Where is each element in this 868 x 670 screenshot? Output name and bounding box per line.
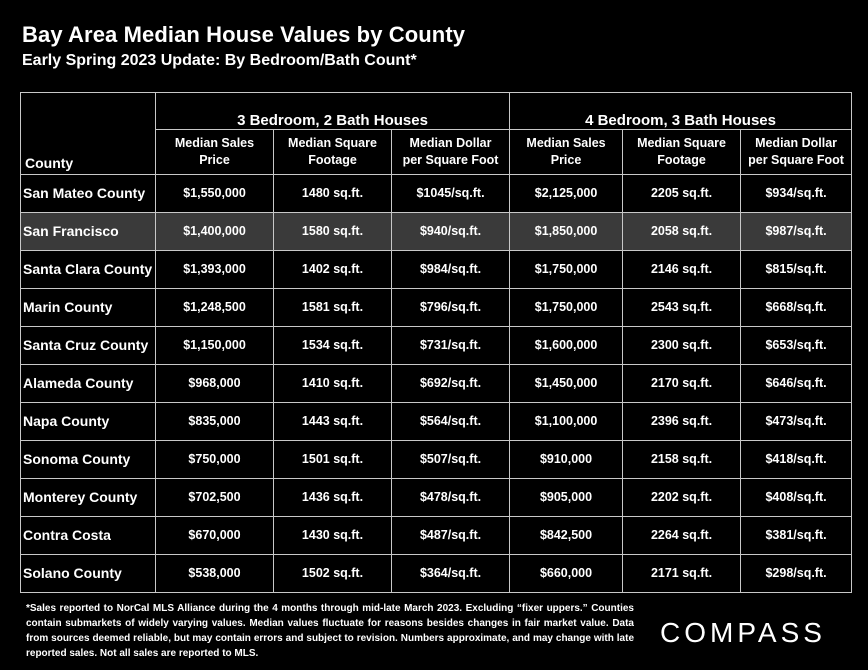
table-row xyxy=(21,288,852,326)
sqft-cell: 2205 sq.ft. xyxy=(623,174,741,212)
sqft-cell: 2264 sq.ft. xyxy=(623,516,741,554)
table-row xyxy=(21,326,852,364)
ppsf-cell: $507/sq.ft. xyxy=(392,440,510,478)
table-row xyxy=(21,516,852,554)
price-cell: $750,000 xyxy=(156,440,274,478)
county-cell: Monterey County xyxy=(21,478,156,516)
group-header-4bd: 4 Bedroom, 3 Bath Houses xyxy=(510,93,852,130)
ppsf-cell: $668/sq.ft. xyxy=(741,288,852,326)
sqft-cell: 1534 sq.ft. xyxy=(274,326,392,364)
column-header: Median Square Footage xyxy=(623,130,741,175)
county-cell: Santa Clara County xyxy=(21,250,156,288)
sqft-cell: 1480 sq.ft. xyxy=(274,174,392,212)
county-column-header: County xyxy=(21,130,156,175)
ppsf-cell: $1045/sq.ft. xyxy=(392,174,510,212)
ppsf-cell: $473/sq.ft. xyxy=(741,402,852,440)
ppsf-cell: $487/sq.ft. xyxy=(392,516,510,554)
price-cell: $660,000 xyxy=(510,554,623,592)
ppsf-cell: $731/sq.ft. xyxy=(392,326,510,364)
sqft-cell: 2543 sq.ft. xyxy=(623,288,741,326)
price-cell: $1,393,000 xyxy=(156,250,274,288)
price-cell: $1,248,500 xyxy=(156,288,274,326)
table-row xyxy=(21,250,852,288)
ppsf-cell: $940/sq.ft. xyxy=(392,212,510,250)
table-row xyxy=(21,554,852,592)
county-cell: Alameda County xyxy=(21,364,156,402)
sqft-cell: 2396 sq.ft. xyxy=(623,402,741,440)
sqft-cell: 1430 sq.ft. xyxy=(274,516,392,554)
county-cell: Napa County xyxy=(21,402,156,440)
ppsf-cell: $815/sq.ft. xyxy=(741,250,852,288)
table-corner xyxy=(21,93,156,130)
price-cell: $1,600,000 xyxy=(510,326,623,364)
ppsf-cell: $646/sq.ft. xyxy=(741,364,852,402)
price-cell: $2,125,000 xyxy=(510,174,623,212)
county-cell: Contra Costa xyxy=(21,516,156,554)
table-row xyxy=(21,174,852,212)
price-cell: $538,000 xyxy=(156,554,274,592)
price-cell: $842,500 xyxy=(510,516,623,554)
price-cell: $968,000 xyxy=(156,364,274,402)
column-header: Median Dollar per Square Foot xyxy=(741,130,852,175)
price-cell: $1,750,000 xyxy=(510,250,623,288)
column-header: Median Sales Price xyxy=(156,130,274,175)
sqft-cell: 1402 sq.ft. xyxy=(274,250,392,288)
price-cell: $910,000 xyxy=(510,440,623,478)
price-cell: $1,100,000 xyxy=(510,402,623,440)
price-cell: $702,500 xyxy=(156,478,274,516)
column-header: Median Dollar per Square Foot xyxy=(392,130,510,175)
table-row xyxy=(21,364,852,402)
ppsf-cell: $408/sq.ft. xyxy=(741,478,852,516)
sqft-cell: 2158 sq.ft. xyxy=(623,440,741,478)
county-cell: Sonoma County xyxy=(21,440,156,478)
ppsf-cell: $418/sq.ft. xyxy=(741,440,852,478)
sqft-cell: 1580 sq.ft. xyxy=(274,212,392,250)
price-cell: $670,000 xyxy=(156,516,274,554)
ppsf-cell: $984/sq.ft. xyxy=(392,250,510,288)
ppsf-cell: $364/sq.ft. xyxy=(392,554,510,592)
values-table xyxy=(20,92,852,593)
sqft-cell: 2300 sq.ft. xyxy=(623,326,741,364)
price-cell: $1,400,000 xyxy=(156,212,274,250)
table-row xyxy=(21,212,852,250)
sqft-cell: 2058 sq.ft. xyxy=(623,212,741,250)
sqft-cell: 2170 sq.ft. xyxy=(623,364,741,402)
ppsf-cell: $564/sq.ft. xyxy=(392,402,510,440)
table-row xyxy=(21,440,852,478)
county-cell: San Francisco xyxy=(21,212,156,250)
sqft-cell: 1502 sq.ft. xyxy=(274,554,392,592)
ppsf-cell: $298/sq.ft. xyxy=(741,554,852,592)
ppsf-cell: $987/sq.ft. xyxy=(741,212,852,250)
table-body xyxy=(21,174,852,592)
price-cell: $1,750,000 xyxy=(510,288,623,326)
sqft-cell: 2146 sq.ft. xyxy=(623,250,741,288)
price-cell: $1,550,000 xyxy=(156,174,274,212)
table-row xyxy=(21,402,852,440)
ppsf-cell: $796/sq.ft. xyxy=(392,288,510,326)
sqft-cell: 2202 sq.ft. xyxy=(623,478,741,516)
column-header: Median Sales Price xyxy=(510,130,623,175)
sqft-cell: 2171 sq.ft. xyxy=(623,554,741,592)
page-subtitle: Early Spring 2023 Update: By Bedroom/Bath Count* xyxy=(22,52,417,69)
ppsf-cell: $934/sq.ft. xyxy=(741,174,852,212)
price-cell: $1,450,000 xyxy=(510,364,623,402)
sqft-cell: 1581 sq.ft. xyxy=(274,288,392,326)
price-cell: $1,850,000 xyxy=(510,212,623,250)
sqft-cell: 1410 sq.ft. xyxy=(274,364,392,402)
ppsf-cell: $692/sq.ft. xyxy=(392,364,510,402)
sqft-cell: 1436 sq.ft. xyxy=(274,478,392,516)
county-cell: Solano County xyxy=(21,554,156,592)
county-cell: San Mateo County xyxy=(21,174,156,212)
ppsf-cell: $653/sq.ft. xyxy=(741,326,852,364)
county-cell: Marin County xyxy=(21,288,156,326)
page-title: Bay Area Median House Values by County xyxy=(22,22,466,47)
sqft-cell: 1443 sq.ft. xyxy=(274,402,392,440)
group-header-3bd: 3 Bedroom, 2 Bath Houses xyxy=(156,93,510,130)
column-header: Median Square Footage xyxy=(274,130,392,175)
price-cell: $835,000 xyxy=(156,402,274,440)
table-row xyxy=(21,478,852,516)
price-cell: $1,150,000 xyxy=(156,326,274,364)
sqft-cell: 1501 sq.ft. xyxy=(274,440,392,478)
ppsf-cell: $381/sq.ft. xyxy=(741,516,852,554)
county-cell: Santa Cruz County xyxy=(21,326,156,364)
compass-logo: COMPASS xyxy=(660,617,826,648)
price-cell: $905,000 xyxy=(510,478,623,516)
footnote: *Sales reported to NorCal MLS Alliance during the 4 months through mid-late March 2023. Excluding “fixer uppers.” Counties contain submarkets of widely varying values. Median values fluctuate for reasons besides changes in fair market value. Data from sources deemed reliable, but may contain errors and subject to revision. Numbers approximate, and may change with late reported sales. Not all sales are reported to MLS. xyxy=(26,603,634,659)
ppsf-cell: $478/sq.ft. xyxy=(392,478,510,516)
